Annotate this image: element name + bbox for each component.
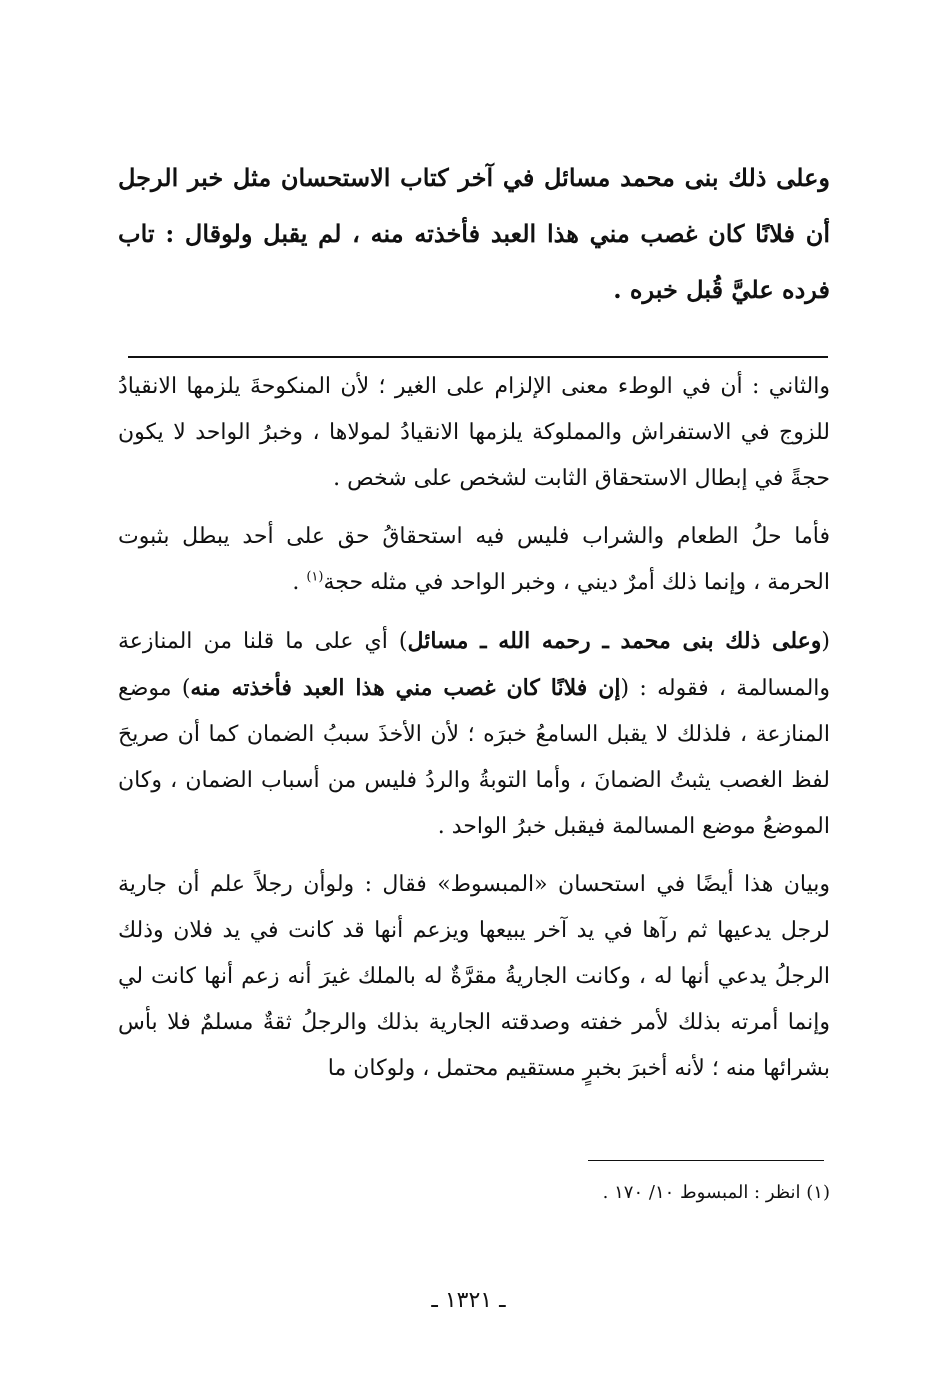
sharh-paragraph-4: وبيان هذا أيضًا في استحسان «المبسوط» فقال : ولوأن رجلاً علم أن جارية لرجل يدعيها ثم رآها في يد آخر يبيعها ويزعم أنها قد كانت في يد فلان وذلك الرجلُ يدعي أنها له ، وكانت الجاريةُ مقرَّةٌ له بالملك غيرَ أنه زعم أنها كانت لي وإنما أمرته بذلك لأمر خفته وصدقته الجارية بذلك والرجلُ ثقةٌ مسلمٌ فلا بأس بشرائها منه ؛ لأنه أخبرَ بخبرٍ مستقيم محتمل ، ولوكان ما [118,872,830,1081]
footnote-divider [588,1160,824,1161]
sharh-paragraph-3-mid: ) أي على ما قلنا من المنازعة والمسالمة ، فقوله : ( [118,629,831,701]
sharh-paragraph-2-end: . [292,570,307,595]
sharh-paragraph-1: والثاني : أن في الوطء معنى الإلزام على الغير ؛ لأن المنكوحةَ يلزمها الانقيادُ للزوج في الاستفراش والمملوكة يلزمها الانقيادُ لمولاها ، وخبرُ الواحد لا يكون حجةً في إبطال الاستحقاق الثابت لشخص على شخص . [118,374,830,491]
sharh-paragraph-2 [118,514,830,606]
paren-open: ( [821,629,830,654]
page-number: ـ ١٣٢١ ـ [431,1288,506,1313]
sharh-commentary [118,360,830,1104]
sharh-paragraph-3 [118,618,830,850]
sharh-paragraph-2-text: فأما حلُ الطعام والشراب فليس فيه استحقاقُ حق على أحد يبطل بثبوت الحرمة ، وإنما ذلك أمرٌ ديني ، وخبر الواحد في مثله حجة [118,524,831,595]
section-divider [128,356,828,358]
sharh-paragraph-3-rest: ) موضع المنازعة ، فلذلك لا يقبل السامعُ خبرَه ؛ لأن الأخذَ سببُ الضمان كما أن صريحَ لفظ الغصب يثبتُ الضمانَ ، وأما التوبةُ والردُ فليس من أسباب الضمان ، وكان الموضعُ موضع المسالمة فيقبل خبرُ الواحد . [118,676,830,839]
matn-text [118,150,830,318]
quoted-matn-2: إن فلانًا كان غصب مني هذا العبد فأخذته منه [190,675,621,701]
quoted-matn-1: وعلى ذلك بنى محمد ـ رحمه الله ـ مسائل [407,628,822,654]
matn-paragraph: وعلى ذلك بنى محمد مسائل في آخر كتاب الاستحسان مثل خبر الرجل أن فلانًا كان غصب مني هذا العبد فأخذته منه ، لم يقبل ولوقال : تاب فرده عليَّ قُبل خبره . [118,163,830,304]
footnote-reference: (١) [306,569,324,585]
footnote: (١) انظر : المبسوط ١٠/ ١٧٠ . [602,1182,830,1203]
